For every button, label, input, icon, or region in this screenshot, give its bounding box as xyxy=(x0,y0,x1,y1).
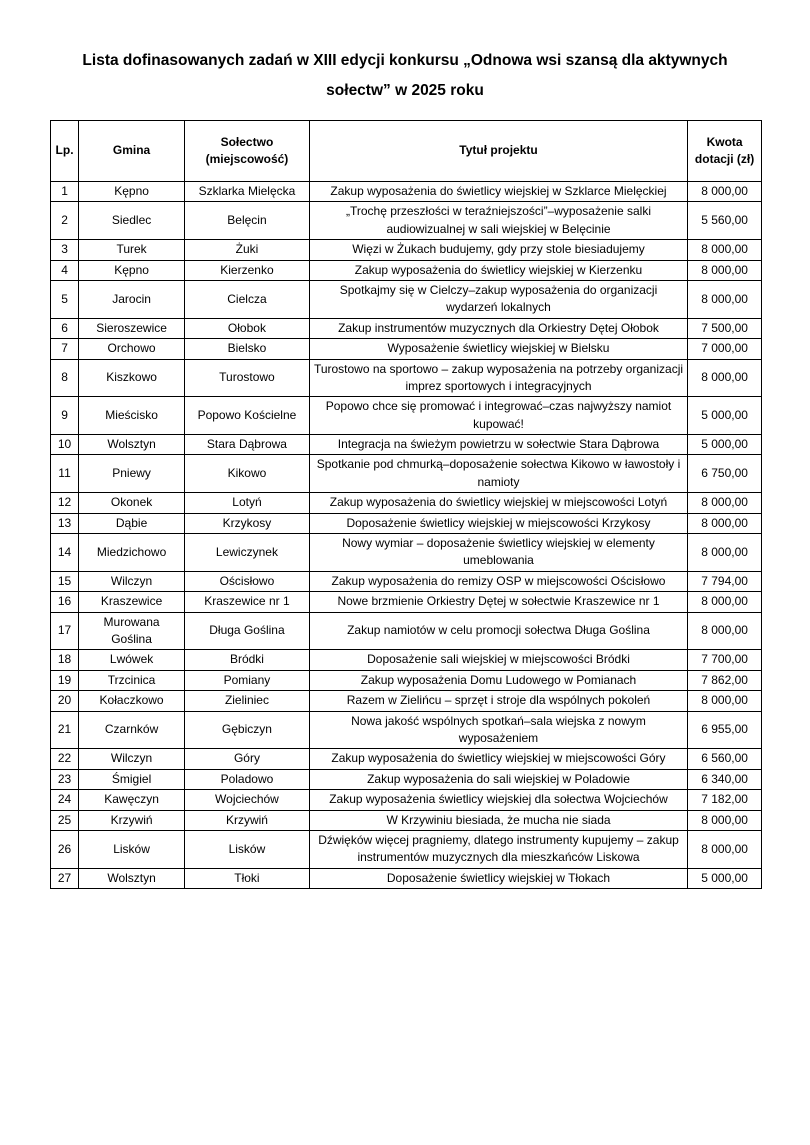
gmina-cell: Sieroszewice xyxy=(79,318,185,338)
row-number-cell: 6 xyxy=(51,318,79,338)
solectwo-cell: Wojciechów xyxy=(185,790,310,810)
grant-amount-cell: 8 000,00 xyxy=(688,534,762,572)
grant-amount-cell: 8 000,00 xyxy=(688,493,762,513)
header-lp: Lp. xyxy=(51,121,79,182)
solectwo-cell: Krzywiń xyxy=(185,810,310,830)
grant-amount-cell: 7 000,00 xyxy=(688,339,762,359)
project-title-cell: Dźwięków więcej pragniemy, dlatego instrumenty kupujemy – zakup instrumentów muzycznych dla mieszkańców Liskowa xyxy=(309,830,687,868)
table-row xyxy=(51,534,762,572)
solectwo-cell: Kikowo xyxy=(185,455,310,493)
project-title-cell: Zakup wyposażenia do świetlicy wiejskiej w Szklarce Mielęckiej xyxy=(309,182,687,202)
table-row xyxy=(51,749,762,769)
table-row xyxy=(51,592,762,612)
header-solectwo: Sołectwo (miejscowość) xyxy=(185,121,310,182)
gmina-cell: Turek xyxy=(79,240,185,260)
table-row xyxy=(51,493,762,513)
gmina-cell: Mieścisko xyxy=(79,397,185,435)
grant-amount-cell: 8 000,00 xyxy=(688,260,762,280)
row-number-cell: 15 xyxy=(51,571,79,591)
grant-amount-cell: 6 560,00 xyxy=(688,749,762,769)
gmina-cell: Kępno xyxy=(79,260,185,280)
project-title-cell: Nowy wymiar – doposażenie świetlicy wiejskiej w elementy umeblowania xyxy=(309,534,687,572)
table-row xyxy=(51,339,762,359)
row-number-cell: 12 xyxy=(51,493,79,513)
grant-amount-cell: 8 000,00 xyxy=(688,280,762,318)
project-title-cell: Zakup wyposażenia do remizy OSP w miejscowości Ościsłowo xyxy=(309,571,687,591)
row-number-cell: 26 xyxy=(51,830,79,868)
project-title-cell: Nowa jakość wspólnych spotkań–sala wiejska z nowym wyposażeniem xyxy=(309,711,687,749)
grant-amount-cell: 7 182,00 xyxy=(688,790,762,810)
solectwo-cell: Bródki xyxy=(185,650,310,670)
grant-amount-cell: 7 700,00 xyxy=(688,650,762,670)
gmina-cell: Wilczyn xyxy=(79,749,185,769)
solectwo-cell: Pomiany xyxy=(185,670,310,690)
row-number-cell: 23 xyxy=(51,769,79,789)
solectwo-cell: Żuki xyxy=(185,240,310,260)
gmina-cell: Dąbie xyxy=(79,513,185,533)
project-title-cell: Zakup wyposażenia do świetlicy wiejskiej w Kierzenku xyxy=(309,260,687,280)
table-row xyxy=(51,435,762,455)
project-title-cell: Spotkanie pod chmurką–doposażenie sołectwa Kikowo w ławostoły i namioty xyxy=(309,455,687,493)
row-number-cell: 18 xyxy=(51,650,79,670)
project-title-cell: Nowe brzmienie Orkiestry Dętej w sołectwie Kraszewice nr 1 xyxy=(309,592,687,612)
grant-amount-cell: 8 000,00 xyxy=(688,240,762,260)
solectwo-cell: Kraszewice nr 1 xyxy=(185,592,310,612)
project-title-cell: Zakup wyposażenia do sali wiejskiej w Poladowie xyxy=(309,769,687,789)
project-title-cell: Doposażenie świetlicy wiejskiej w Tłokach xyxy=(309,868,687,888)
grant-amount-cell: 6 750,00 xyxy=(688,455,762,493)
solectwo-cell: Ołobok xyxy=(185,318,310,338)
table-row xyxy=(51,318,762,338)
grant-amount-cell: 8 000,00 xyxy=(688,830,762,868)
project-title-cell: Więzi w Żukach budujemy, gdy przy stole biesiadujemy xyxy=(309,240,687,260)
row-number-cell: 24 xyxy=(51,790,79,810)
solectwo-cell: Turostowo xyxy=(185,359,310,397)
row-number-cell: 13 xyxy=(51,513,79,533)
gmina-cell: Kraszewice xyxy=(79,592,185,612)
gmina-cell: Lisków xyxy=(79,830,185,868)
solectwo-cell: Stara Dąbrowa xyxy=(185,435,310,455)
row-number-cell: 2 xyxy=(51,202,79,240)
solectwo-cell: Poladowo xyxy=(185,769,310,789)
solectwo-cell: Lewiczynek xyxy=(185,534,310,572)
project-title-cell: Turostowo na sportowo – zakup wyposażenia na potrzeby organizacji imprez sportowych i integracyjnych xyxy=(309,359,687,397)
gmina-cell: Czarnków xyxy=(79,711,185,749)
row-number-cell: 22 xyxy=(51,749,79,769)
gmina-cell: Kępno xyxy=(79,182,185,202)
grant-amount-cell: 7 794,00 xyxy=(688,571,762,591)
grant-amount-cell: 8 000,00 xyxy=(688,810,762,830)
grant-amount-cell: 6 340,00 xyxy=(688,769,762,789)
project-title-cell: Zakup wyposażenia Domu Ludowego w Pomianach xyxy=(309,670,687,690)
table-row xyxy=(51,513,762,533)
solectwo-cell: Góry xyxy=(185,749,310,769)
table-row xyxy=(51,182,762,202)
project-title-cell: Zakup wyposażenia do świetlicy wiejskiej w miejscowości Góry xyxy=(309,749,687,769)
solectwo-cell: Cielcza xyxy=(185,280,310,318)
row-number-cell: 27 xyxy=(51,868,79,888)
grant-amount-cell: 8 000,00 xyxy=(688,612,762,650)
page-title: Lista dofinasowanych zadań w XIII edycji konkursu „Odnowa wsi szansą dla aktywnych sołectw” w 2025 roku xyxy=(82,52,728,99)
solectwo-cell: Lisków xyxy=(185,830,310,868)
row-number-cell: 14 xyxy=(51,534,79,572)
grant-amount-cell: 8 000,00 xyxy=(688,182,762,202)
project-title-cell: Integracja na świeżym powietrzu w sołectwie Stara Dąbrowa xyxy=(309,435,687,455)
grant-amount-cell: 5 000,00 xyxy=(688,435,762,455)
row-number-cell: 17 xyxy=(51,612,79,650)
gmina-cell: Wolsztyn xyxy=(79,435,185,455)
solectwo-cell: Tłoki xyxy=(185,868,310,888)
solectwo-cell: Popowo Kościelne xyxy=(185,397,310,435)
table-row xyxy=(51,397,762,435)
table-row xyxy=(51,769,762,789)
header-tytul: Tytuł projektu xyxy=(309,121,687,182)
solectwo-cell: Szklarka Mielęcka xyxy=(185,182,310,202)
solectwo-cell: Krzykosy xyxy=(185,513,310,533)
table-row xyxy=(51,691,762,711)
project-title-cell: Razem w Zielińcu – sprzęt i stroje dla wspólnych pokoleń xyxy=(309,691,687,711)
row-number-cell: 3 xyxy=(51,240,79,260)
row-number-cell: 11 xyxy=(51,455,79,493)
row-number-cell: 5 xyxy=(51,280,79,318)
gmina-cell: Okonek xyxy=(79,493,185,513)
table-row xyxy=(51,790,762,810)
project-title-cell: W Krzywiniu biesiada, że mucha nie siada xyxy=(309,810,687,830)
header-gmina: Gmina xyxy=(79,121,185,182)
row-number-cell: 19 xyxy=(51,670,79,690)
grant-amount-cell: 6 955,00 xyxy=(688,711,762,749)
table-row xyxy=(51,830,762,868)
solectwo-cell: Bielsko xyxy=(185,339,310,359)
table-row xyxy=(51,868,762,888)
table-row xyxy=(51,670,762,690)
project-title-cell: Zakup namiotów w celu promocji sołectwa Długa Goślina xyxy=(309,612,687,650)
table-row xyxy=(51,202,762,240)
table-row xyxy=(51,711,762,749)
table-row xyxy=(51,650,762,670)
gmina-cell: Krzywiń xyxy=(79,810,185,830)
project-title-cell: Doposażenie sali wiejskiej w miejscowości Bródki xyxy=(309,650,687,670)
row-number-cell: 4 xyxy=(51,260,79,280)
gmina-cell: Kiszkowo xyxy=(79,359,185,397)
project-title-cell: Doposażenie świetlicy wiejskiej w miejscowości Krzykosy xyxy=(309,513,687,533)
gmina-cell: Siedlec xyxy=(79,202,185,240)
project-title-cell: Zakup instrumentów muzycznych dla Orkiestry Dętej Ołobok xyxy=(309,318,687,338)
table-row xyxy=(51,571,762,591)
table-row xyxy=(51,280,762,318)
grants-table xyxy=(50,120,762,889)
gmina-cell: Trzcinica xyxy=(79,670,185,690)
project-title-cell: Spotkajmy się w Cielczy–zakup wyposażenia do organizacji wydarzeń lokalnych xyxy=(309,280,687,318)
table-row xyxy=(51,359,762,397)
row-number-cell: 9 xyxy=(51,397,79,435)
grant-amount-cell: 8 000,00 xyxy=(688,359,762,397)
solectwo-cell: Lotyń xyxy=(185,493,310,513)
solectwo-cell: Zieliniec xyxy=(185,691,310,711)
grant-amount-cell: 8 000,00 xyxy=(688,592,762,612)
row-number-cell: 1 xyxy=(51,182,79,202)
solectwo-cell: Ościsłowo xyxy=(185,571,310,591)
table-row xyxy=(51,455,762,493)
gmina-cell: Pniewy xyxy=(79,455,185,493)
gmina-cell: Kołaczkowo xyxy=(79,691,185,711)
grant-amount-cell: 7 862,00 xyxy=(688,670,762,690)
gmina-cell: Wilczyn xyxy=(79,571,185,591)
table-row xyxy=(51,240,762,260)
gmina-cell: Miedzichowo xyxy=(79,534,185,572)
project-title-cell: Wyposażenie świetlicy wiejskiej w Bielsku xyxy=(309,339,687,359)
solectwo-cell: Gębiczyn xyxy=(185,711,310,749)
table-row xyxy=(51,810,762,830)
gmina-cell: Murowana Goślina xyxy=(79,612,185,650)
project-title-cell: „Trochę przeszłości w teraźniejszości”–wyposażenie salki audiowizualnej w sali wiejskiej w Belęcinie xyxy=(309,202,687,240)
project-title-cell: Zakup wyposażenia świetlicy wiejskiej dla sołectwa Wojciechów xyxy=(309,790,687,810)
grant-amount-cell: 8 000,00 xyxy=(688,691,762,711)
grant-amount-cell: 5 000,00 xyxy=(688,397,762,435)
table-body xyxy=(51,182,762,889)
row-number-cell: 16 xyxy=(51,592,79,612)
row-number-cell: 8 xyxy=(51,359,79,397)
gmina-cell: Jarocin xyxy=(79,280,185,318)
grant-amount-cell: 5 000,00 xyxy=(688,868,762,888)
header-kwota: Kwota dotacji (zł) xyxy=(688,121,762,182)
solectwo-cell: Belęcin xyxy=(185,202,310,240)
solectwo-cell: Kierzenko xyxy=(185,260,310,280)
project-title-cell: Popowo chce się promować i integrować–czas najwyższy namiot kupować! xyxy=(309,397,687,435)
row-number-cell: 25 xyxy=(51,810,79,830)
row-number-cell: 10 xyxy=(51,435,79,455)
gmina-cell: Orchowo xyxy=(79,339,185,359)
row-number-cell: 21 xyxy=(51,711,79,749)
project-title-cell: Zakup wyposażenia do świetlicy wiejskiej w miejscowości Lotyń xyxy=(309,493,687,513)
grant-amount-cell: 5 560,00 xyxy=(688,202,762,240)
row-number-cell: 20 xyxy=(51,691,79,711)
grant-amount-cell: 8 000,00 xyxy=(688,513,762,533)
gmina-cell: Wolsztyn xyxy=(79,868,185,888)
gmina-cell: Kawęczyn xyxy=(79,790,185,810)
grant-amount-cell: 7 500,00 xyxy=(688,318,762,338)
gmina-cell: Śmigiel xyxy=(79,769,185,789)
table-row xyxy=(51,260,762,280)
gmina-cell: Lwówek xyxy=(79,650,185,670)
row-number-cell: 7 xyxy=(51,339,79,359)
solectwo-cell: Długa Goślina xyxy=(185,612,310,650)
table-row xyxy=(51,612,762,650)
header-row xyxy=(51,121,762,182)
table-header xyxy=(51,121,762,182)
